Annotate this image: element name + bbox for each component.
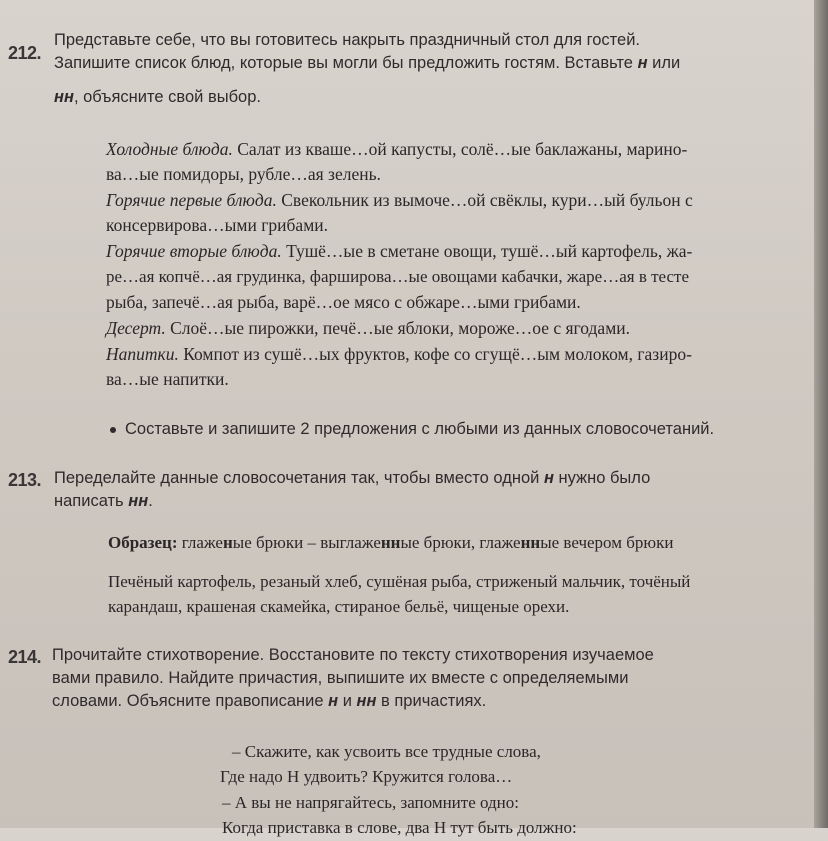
exercise-213-task-line-1: Переделайте данные словосочетания так, чтобы вместо одной н нужно было [54,469,651,487]
cold-dishes-line-1: Холодные блюда. Салат из кваше…ой капусты, солё…ые баклажаны, марино- [106,139,688,159]
drinks-line-2: ва…ые напитки. [106,369,229,389]
poem-line-4: Когда приставка в слове, два Н тут быть должно: [222,818,577,837]
drinks-line-1: Напитки. Компот из сушё…ых фруктов, кофе со сгущё…ым молоком, газиро- [106,344,692,364]
hot-second-dishes-line-3: рыба, запечё…ая рыба, варё…ое мясо с обжаре…ыми грибами. [106,292,581,312]
hot-second-dishes-line-2: ре…ая копчё…ая грудинка, фарширова…ые овощами кабачки, жаре…ая в тесте [106,267,690,286]
exercise-212-task-line-3: нн, объясните свой выбор. [54,88,261,106]
poem-line-1: – Скажите, как усвоить все трудные слова, [232,742,541,761]
exercise-212-task-line-2: Запишите список блюд, которые вы могли бы предложить гостям. Вставьте н или [54,54,681,72]
poem-line-3: – А вы не напрягайтесь, запомните одно: [222,793,519,812]
book-spine-edge [814,0,828,828]
hot-first-dishes-line-1: Горячие первые блюда. Свекольник из вымоче…ой свёклы, кури…ый бульон с [106,190,693,210]
exercise-213-words-line-1: Печёный картофель, резаный хлеб, сушёная рыба, стриженый мальчик, точёный [108,572,691,591]
exercise-214-task-line-2: вами правило. Найдите причастия, выпишите их вместе с определяемыми [52,669,629,687]
exercise-212-task-line-1: Представьте себе, что вы готовитесь накрыть праздничный стол для гостей. [54,31,641,49]
exercise-213-sample: Образец: глаженые брюки – выглаженные брюки, глаженные вечером брюки [108,533,674,552]
exercise-213-task-line-2: написать нн. [54,492,153,510]
bullet-icon [110,427,116,433]
hot-first-dishes-line-2: консервирова…ыми грибами. [106,215,329,235]
exercise-213-words-line-2: карандаш, крашеная скамейка, стираное бельё, чищеные орехи. [108,597,570,616]
cold-dishes-line-2: ва…ые помидоры, рубле…ая зелень. [106,164,381,184]
poem-line-2: Где надо Н удвоить? Кружится голова… [220,767,513,786]
exercise-212-bullet-task: Составьте и запишите 2 предложения с любыми из данных словосочетаний. [125,420,715,438]
exercise-214-task-line-3: словами. Объясните правописание н и нн в причастиях. [52,692,487,710]
exercise-212-number: 212. [8,43,42,63]
exercise-213-number: 213. [8,470,42,490]
hot-second-dishes-line-1: Горячие вторые блюда. Тушё…ые в сметане овощи, тушё…ый картофель, жа- [106,241,693,261]
dessert-line: Десерт. Слоё…ые пирожки, печё…ые яблоки, мороже…ое с ягодами. [106,318,631,338]
exercise-214-task-line-1: Прочитайте стихотворение. Восстановите по тексту стихотворения изучаемое [52,646,654,664]
exercise-214-number: 214. [8,647,42,667]
